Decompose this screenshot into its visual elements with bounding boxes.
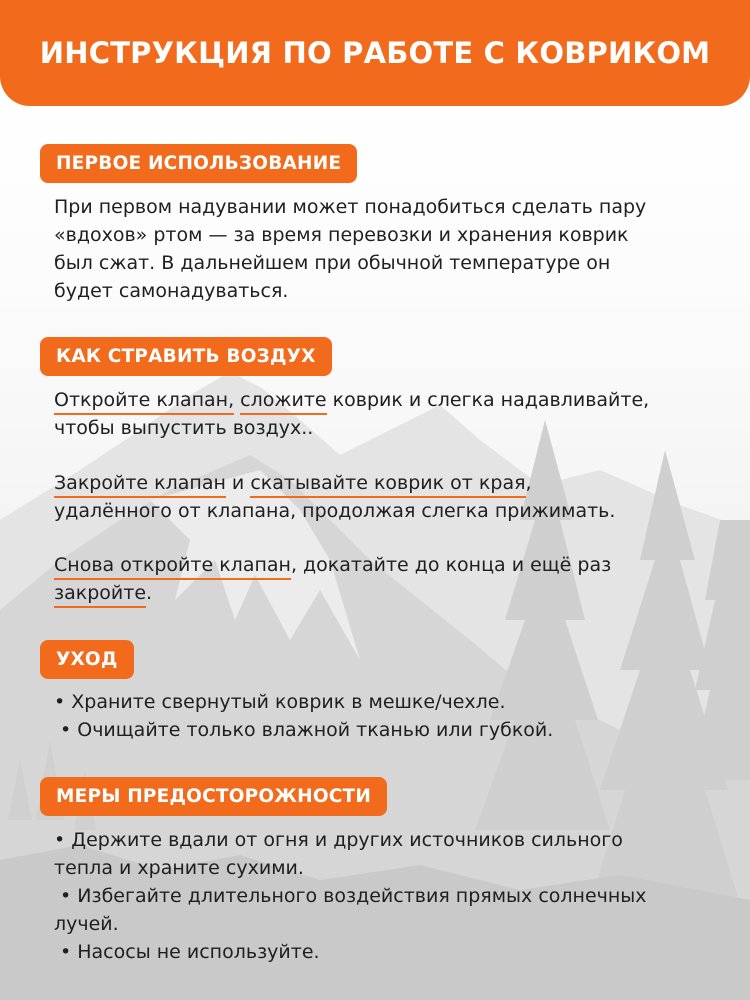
section-title-precautions: МЕРЫ ПРЕДОСТОРОЖНОСТИ bbox=[40, 777, 387, 816]
text-fragment: , докатайте до конца и ещё раз bbox=[290, 554, 612, 576]
section-title-deflate: КАК СТРАВИТЬ ВОЗДУХ bbox=[40, 337, 332, 376]
list-item: • Держите вдали от огня и других источников сильного bbox=[54, 829, 623, 851]
header-banner bbox=[0, 0, 750, 106]
text-line: «вдохов» ртом — за время перевозки и хранения коврик bbox=[54, 224, 629, 246]
list-item: • Насосы не используйте. bbox=[60, 941, 320, 963]
underlined-phrase: сложите bbox=[240, 389, 326, 415]
text-line: чтобы выпустить воздух.. bbox=[54, 417, 314, 439]
first-use-text bbox=[54, 193, 704, 305]
list-item: тепла и храните сухими. bbox=[54, 857, 304, 879]
list-item: • Храните свернутый коврик в мешке/чехле. bbox=[54, 691, 506, 713]
text-line: был сжат. В дальнейшем при обычной температуре он bbox=[54, 252, 611, 274]
underlined-phrase: скатывайте коврик от края bbox=[250, 472, 525, 498]
text-line: будет самонадуваться. bbox=[54, 280, 289, 302]
deflate-step-1 bbox=[54, 386, 704, 442]
underlined-phrase: Снова откройте клапан bbox=[54, 554, 291, 580]
section-title-care: УХОД bbox=[40, 640, 134, 679]
text-fragment: коврик и слегка надавливайте, bbox=[326, 389, 650, 411]
precautions-list bbox=[54, 826, 704, 966]
text-line bbox=[54, 469, 704, 497]
deflate-step-2 bbox=[54, 469, 704, 525]
page-title: ИНСТРУКЦИЯ ПО РАБОТЕ С КОВРИКОМ bbox=[39, 36, 711, 70]
underlined-phrase: Закройте клапан bbox=[54, 472, 226, 498]
section-title-first-use: ПЕРВОЕ ИСПОЛЬЗОВАНИЕ bbox=[40, 144, 357, 183]
text-line bbox=[54, 551, 704, 579]
text-line: При первом надувании может понадобиться сделать пару bbox=[54, 196, 647, 218]
text-line bbox=[54, 386, 704, 414]
list-item: • Очищайте только влажной тканью или губкой. bbox=[60, 719, 554, 741]
text-line bbox=[54, 579, 704, 607]
care-list bbox=[54, 688, 704, 744]
list-item: • Избегайте длительного воздействия прямых солнечных bbox=[60, 885, 647, 907]
text-fragment: , bbox=[525, 472, 532, 494]
list-item: лучей. bbox=[54, 913, 119, 935]
text-fragment: и bbox=[225, 472, 251, 494]
underlined-phrase: закройте bbox=[54, 582, 146, 608]
deflate-step-3 bbox=[54, 551, 704, 607]
text-line: удалённого от клапана, продолжая слегка прижимать. bbox=[54, 500, 616, 522]
text-fragment: . bbox=[146, 582, 153, 604]
underlined-phrase: Откройте клапан, bbox=[54, 389, 234, 415]
